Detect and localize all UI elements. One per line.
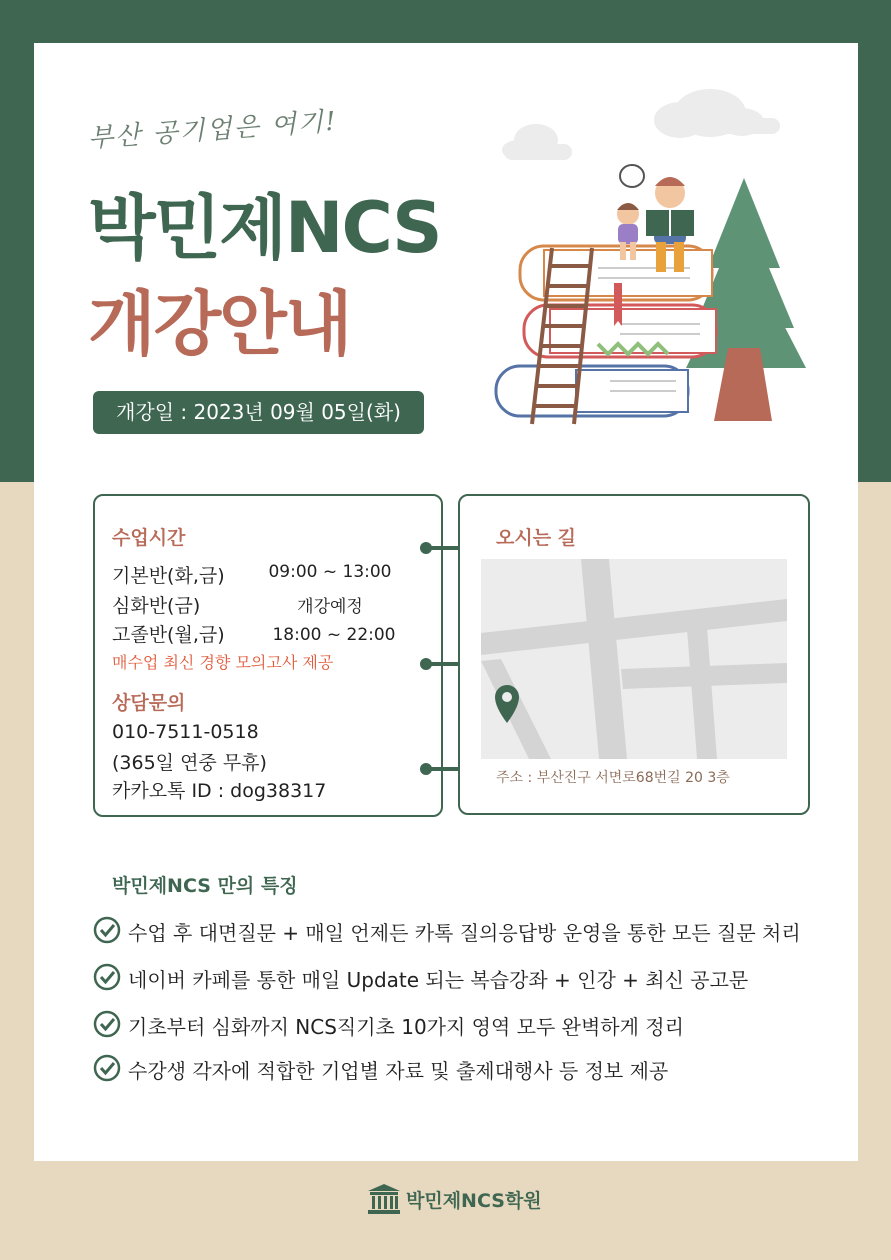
check-circle-icon <box>93 1054 121 1082</box>
address-text: 주소 : 부산진구 서면로68번길 20 3층 <box>496 770 730 786</box>
check-circle-icon <box>93 916 121 944</box>
opening-date-badge: 개강일 : 2023년 09월 05일(화) <box>93 391 424 434</box>
contact-phone[interactable]: 010-7511-0518 <box>112 721 259 743</box>
books-reading-illustration <box>480 78 820 428</box>
class-name: 심화반(금) <box>112 595 201 617</box>
class-time: 18:00 ~ 22:00 <box>272 625 396 645</box>
title-notice: 개강안내 <box>88 283 351 365</box>
directions-heading: 오시는 길 <box>496 527 577 549</box>
footer-brand: 박민제NCS학원 <box>406 1190 542 1212</box>
mock-exam-note: 매수업 최신 경향 모의고사 제공 <box>112 653 334 672</box>
tagline: 부산 공기업은 여기! <box>87 106 339 154</box>
contact-hours: (365일 연중 무휴) <box>112 752 267 774</box>
contact-heading: 상담문의 <box>112 692 186 714</box>
pine-tree-icon <box>686 178 806 421</box>
feature-text: 수강생 각자에 적합한 기업별 자료 및 출제대행사 등 정보 제공 <box>128 1059 669 1083</box>
check-circle-icon <box>93 963 121 991</box>
class-time: 09:00 ~ 13:00 <box>268 562 392 582</box>
cloud-icon <box>502 124 572 160</box>
cloud-icon <box>654 89 780 138</box>
features-title: 박민제NCS 만의 특징 <box>112 875 298 897</box>
class-name: 고졸반(월,금) <box>112 624 225 646</box>
class-time: 개강예정 <box>297 597 363 617</box>
schedule-heading: 수업시간 <box>112 527 186 549</box>
location-map[interactable] <box>481 559 787 759</box>
academy-building-icon <box>367 1183 401 1215</box>
feature-text: 네이버 카페를 통한 매일 Update 되는 복습강좌 + 인강 + 최신 공고문 <box>128 968 749 992</box>
title-academy: 박민제NCS <box>88 187 441 269</box>
feature-text: 기초부터 심화까지 NCS직기초 10가지 영역 모두 완벽하게 정리 <box>128 1015 684 1039</box>
contact-kakao-id: 카카오톡 ID : dog38317 <box>112 780 327 802</box>
feature-text: 수업 후 대면질문 + 매일 언제든 카톡 질의응답방 운영을 통한 모든 질문 처리 <box>128 921 801 945</box>
check-circle-icon <box>93 1010 121 1038</box>
class-name: 기본반(화,금) <box>112 565 225 587</box>
